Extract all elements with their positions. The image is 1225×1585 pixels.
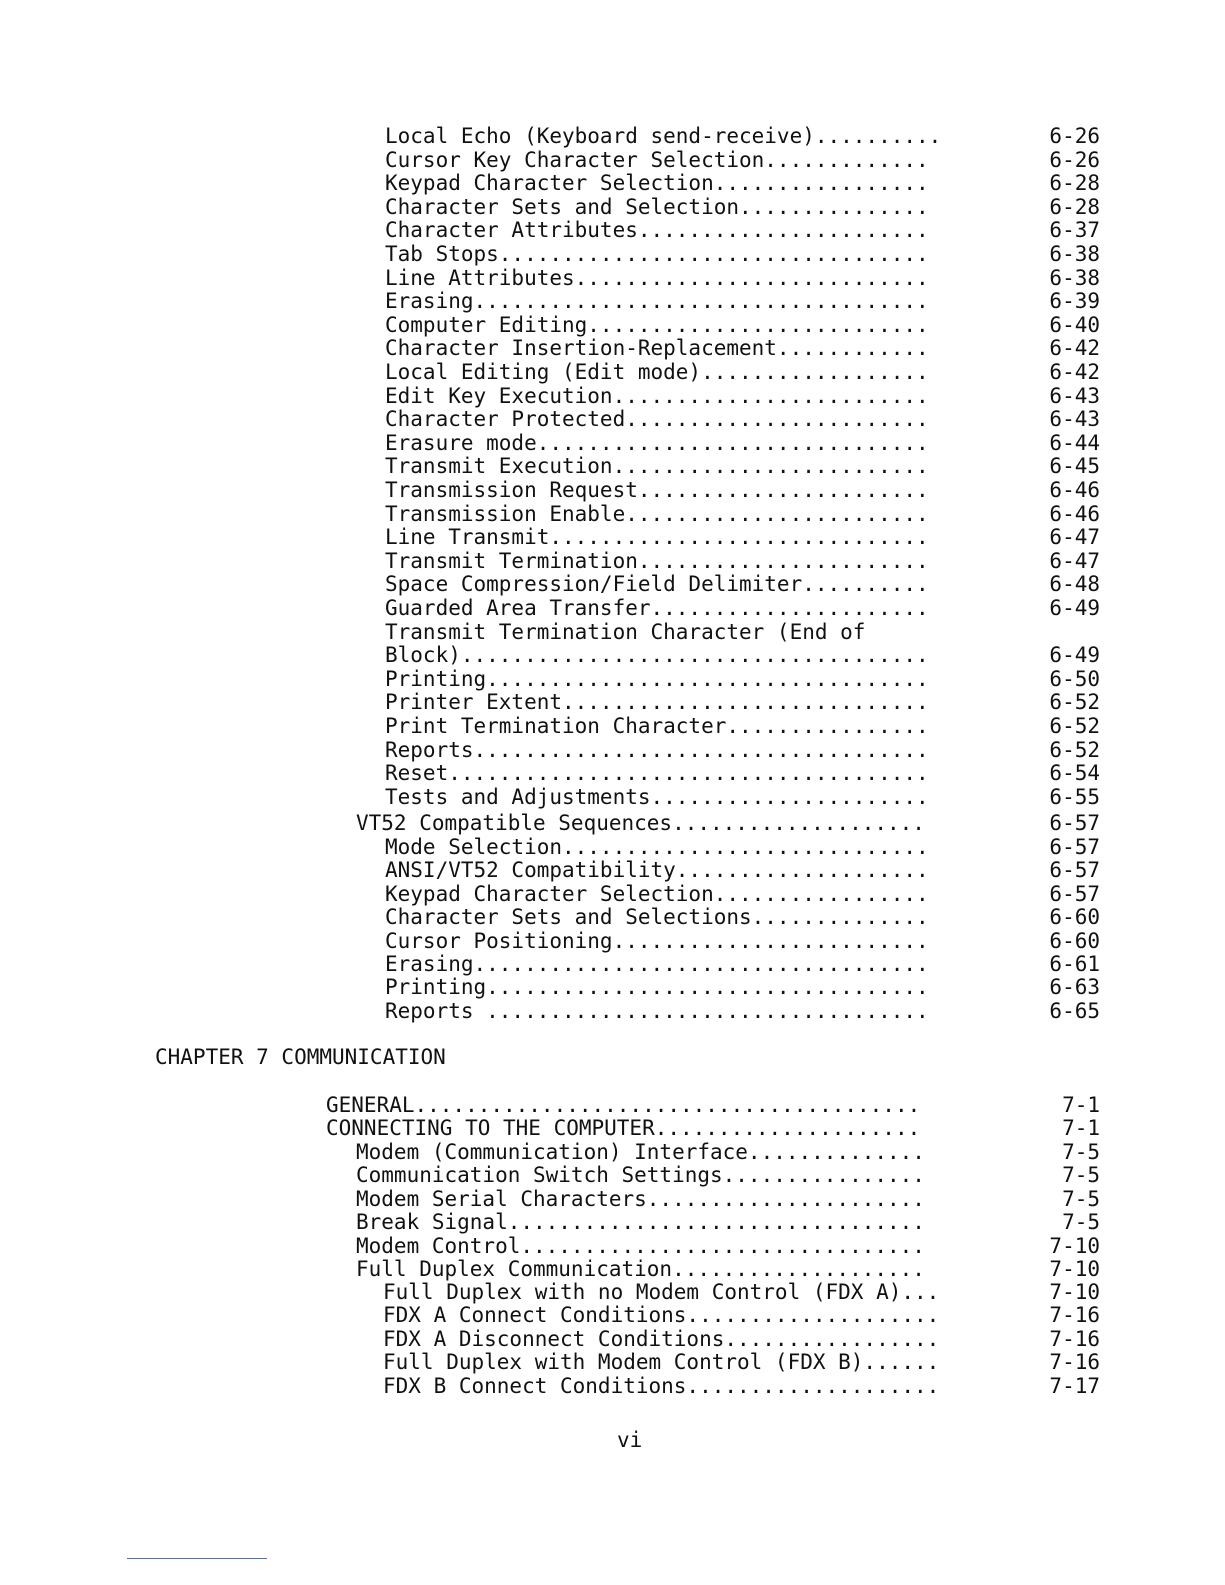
toc-entry [0, 1350, 1225, 1374]
toc-entry-label: Character Sets and Selections.............. [385, 905, 929, 930]
toc-entry-page: 6-43 [1049, 383, 1100, 408]
toc-entry [0, 502, 1225, 526]
toc-entry [0, 596, 1225, 620]
toc-entry-page: 6-60 [1049, 905, 1100, 930]
toc-entry-label: Communication Switch Settings................ [356, 1163, 925, 1188]
toc-entry-label: Edit Key Execution......................... [385, 383, 929, 408]
toc-entry [0, 218, 1225, 242]
toc-entry [0, 1234, 1225, 1258]
toc-entry-label: Character Protected........................ [385, 407, 929, 432]
toc-entry-vt52-heading [0, 811, 1225, 835]
toc-entry-label: Printer Extent............................. [385, 690, 929, 715]
toc-entry [0, 858, 1225, 882]
toc-entry-label: FDX A Connect Conditions.................... [383, 1303, 940, 1328]
toc-entry-page: 6-26 [1049, 147, 1100, 172]
toc-entry-page: 7-16 [1049, 1303, 1100, 1328]
toc-entry [0, 882, 1225, 906]
toc-entry-page: 7-10 [1049, 1257, 1100, 1281]
toc-entry [0, 572, 1225, 596]
toc-entry-label: FDX A Disconnect Conditions................. [383, 1326, 940, 1351]
toc-entry [0, 1280, 1225, 1304]
toc-entry [0, 454, 1225, 478]
toc-entry-page: 7-5 [1062, 1140, 1100, 1164]
toc-entry-label: Erasing.................................... [385, 289, 929, 314]
toc-entry-label: Modem Serial Characters...................... [356, 1186, 925, 1211]
toc-entry [0, 124, 1225, 148]
toc-entry [0, 1257, 1225, 1281]
toc-entry-label: GENERAL........................................ [326, 1093, 921, 1117]
toc-entry-page: 6-46 [1049, 501, 1100, 526]
toc-entry [0, 195, 1225, 219]
toc-entry-label: Space Compression/Field Delimiter.......... [385, 572, 929, 597]
toc-entry-label: Tests and Adjustments...................... [385, 784, 929, 809]
toc-entry-page: 6-61 [1049, 952, 1100, 976]
toc-entry-page: 7-10 [1049, 1233, 1100, 1258]
toc-entry [0, 1303, 1225, 1327]
toc-entry-page: 6-28 [1049, 194, 1100, 219]
toc-entry-label: Character Insertion-Replacement............ [385, 336, 929, 361]
toc-entry-label: CONNECTING TO THE COMPUTER..................... [326, 1116, 921, 1141]
toc-entry-label: Line Transmit.............................. [385, 525, 929, 550]
toc-entry-label: Character Sets and Selection............... [385, 194, 929, 219]
toc-entry-page: 6-38 [1049, 265, 1100, 290]
toc-entry-label: Full Duplex with Modem Control (FDX B)...... [383, 1350, 940, 1375]
toc-entry-page: 6-50 [1049, 666, 1100, 691]
toc-entry [0, 714, 1225, 738]
toc-entry-label: Transmission Request....................... [385, 478, 929, 502]
toc-entry-label: FDX B Connect Conditions.................... [383, 1373, 940, 1398]
toc-entry-page: 6-40 [1049, 312, 1100, 337]
toc-entry-label: Full Duplex with no Modem Control (FDX A)... [383, 1280, 940, 1304]
toc-entry-label: Printing................................... [385, 666, 929, 691]
toc-entry-page: 6-47 [1049, 525, 1100, 550]
toc-entry-label: Reports.................................... [385, 737, 929, 762]
toc-entry [0, 360, 1225, 384]
toc-entry-label: Cursor Key Character Selection............. [385, 147, 929, 172]
toc-entry-label: Reset...................................... [385, 761, 929, 786]
toc-entry [0, 667, 1225, 691]
toc-entry [0, 148, 1225, 172]
toc-entry-label: Keypad Character Selection................. [385, 881, 929, 906]
toc-entry [0, 785, 1225, 809]
toc-entry-label: Local Echo (Keyboard send-receive).......... [385, 124, 942, 148]
toc-entry-label: Line Attributes............................ [385, 265, 929, 290]
toc-entry-page: 6-42 [1049, 336, 1100, 361]
toc-entry-page: 6-37 [1049, 218, 1100, 243]
toc-entry-page: 6-26 [1049, 124, 1100, 148]
toc-entry-page: 6-49 [1049, 643, 1100, 668]
toc-entry-page: 6-57 [1049, 858, 1100, 883]
toc-entry-label: Printing................................... [385, 975, 929, 1000]
toc-entry-page: 7-5 [1062, 1163, 1100, 1188]
toc-entry-label: Computer Editing........................... [385, 312, 929, 337]
toc-entry-label: Transmit Termination Character (End of [385, 619, 866, 644]
toc-entry-label: Erasing.................................... [385, 952, 929, 976]
toc-entry-page: 6-65 [1049, 998, 1100, 1023]
toc-entry-label: Tab Stops.................................. [385, 242, 929, 266]
toc-entry [0, 952, 1225, 976]
toc-entry [0, 690, 1225, 714]
toc-entry-label: Mode Selection............................. [385, 835, 929, 859]
toc-entry [0, 289, 1225, 313]
toc-entry [0, 431, 1225, 455]
toc-entry-label: Transmit Execution......................... [385, 454, 929, 479]
toc-entry-page: 6-55 [1049, 784, 1100, 809]
toc-entry-page: 7-5 [1062, 1210, 1100, 1235]
toc-entry [0, 929, 1225, 953]
toc-entry [0, 643, 1225, 667]
toc-entry-page: 7-5 [1062, 1186, 1100, 1211]
toc-entry [0, 975, 1225, 999]
toc-entry-page: 6-57 [1049, 811, 1100, 835]
toc-entry [0, 266, 1225, 290]
toc-entry [0, 313, 1225, 337]
toc-entry [0, 620, 1225, 644]
toc-entry-label: Reports ................................... [385, 998, 929, 1023]
toc-entry-page: 6-46 [1049, 478, 1100, 502]
toc-entry-label: Break Signal................................. [356, 1210, 925, 1235]
toc-entry-page: 7-16 [1049, 1326, 1100, 1351]
toc-entry-page: 6-45 [1049, 454, 1100, 479]
toc-entry [0, 242, 1225, 266]
toc-entry [0, 549, 1225, 573]
toc-entry [0, 171, 1225, 195]
toc-entry-label: Print Termination Character................ [385, 714, 929, 738]
toc-entry [0, 761, 1225, 785]
toc-entry-label: Erasure mode............................... [385, 430, 929, 455]
toc-entry [0, 1210, 1225, 1234]
toc-entry-page: 6-44 [1049, 430, 1100, 455]
toc-entry-label: Keypad Character Selection................. [385, 171, 929, 196]
toc-entry-label: Transmission Enable........................ [385, 501, 929, 526]
toc-entry [0, 1187, 1225, 1211]
toc-entry [0, 1163, 1225, 1187]
toc-entry-label: Modem (Communication) Interface.............. [356, 1140, 925, 1164]
toc-entry-page: 6-57 [1049, 835, 1100, 859]
toc-entry-label: Modem Control................................ [356, 1233, 925, 1258]
toc-entry-page: 6-42 [1049, 360, 1100, 384]
toc-entry [0, 1327, 1225, 1351]
toc-entry [0, 336, 1225, 360]
toc-entry-page: 6-63 [1049, 975, 1100, 1000]
toc-entry [0, 407, 1225, 431]
toc-entry-label: Guarded Area Transfer...................... [385, 596, 929, 620]
toc-entry-page: 6-52 [1049, 690, 1100, 715]
toc-entry-label: Character Attributes....................... [385, 218, 929, 243]
toc-entry-label: Cursor Positioning......................... [385, 928, 929, 953]
toc-entry-page: 7-16 [1049, 1350, 1100, 1375]
toc-entry-page: 6-47 [1049, 548, 1100, 573]
toc-entry [0, 384, 1225, 408]
toc-entry-page: 7-10 [1049, 1280, 1100, 1304]
toc-entry-label: ANSI/VT52 Compatibility.................... [385, 858, 929, 883]
toc-entry-page: 6-52 [1049, 714, 1100, 738]
toc-entry [0, 478, 1225, 502]
toc-entry-page: 6-57 [1049, 881, 1100, 906]
toc-entry-page: 6-43 [1049, 407, 1100, 432]
page-number: vi [617, 1428, 643, 1452]
toc-entry [0, 1140, 1225, 1164]
toc-entry [0, 1374, 1225, 1398]
toc-entry-page: 6-38 [1049, 242, 1100, 266]
toc-entry [0, 1093, 1225, 1117]
toc-entry [0, 999, 1225, 1023]
toc-entry-page: 6-49 [1049, 596, 1100, 620]
toc-entry-page: 7-17 [1049, 1373, 1100, 1398]
toc-entry-page: 6-52 [1049, 737, 1100, 762]
toc-entry [0, 835, 1225, 859]
scan-edge-mark [127, 1558, 267, 1559]
toc-entry-page: 7-1 [1062, 1093, 1100, 1117]
toc-entry [0, 1116, 1225, 1140]
toc-entry-page: 6-39 [1049, 289, 1100, 314]
toc-entry-label: Full Duplex Communication.................... [356, 1257, 925, 1281]
toc-entry-page: 6-54 [1049, 761, 1100, 786]
toc-entry-label: Local Editing (Edit mode).................. [385, 360, 929, 384]
toc-entry [0, 525, 1225, 549]
chapter-heading: CHAPTER 7 COMMUNICATION [155, 1045, 446, 1069]
toc-entry-label: VT52 Compatible Sequences.................... [356, 811, 925, 835]
toc-entry-page: 6-28 [1049, 171, 1100, 196]
toc-entry [0, 905, 1225, 929]
toc-entry-page: 6-60 [1049, 928, 1100, 953]
toc-entry [0, 738, 1225, 762]
toc-entry-label: Transmit Termination....................... [385, 548, 929, 573]
toc-entry-label: Block)..................................... [385, 643, 929, 668]
toc-entry-page: 7-1 [1062, 1116, 1100, 1141]
toc-entry-page: 6-48 [1049, 572, 1100, 597]
